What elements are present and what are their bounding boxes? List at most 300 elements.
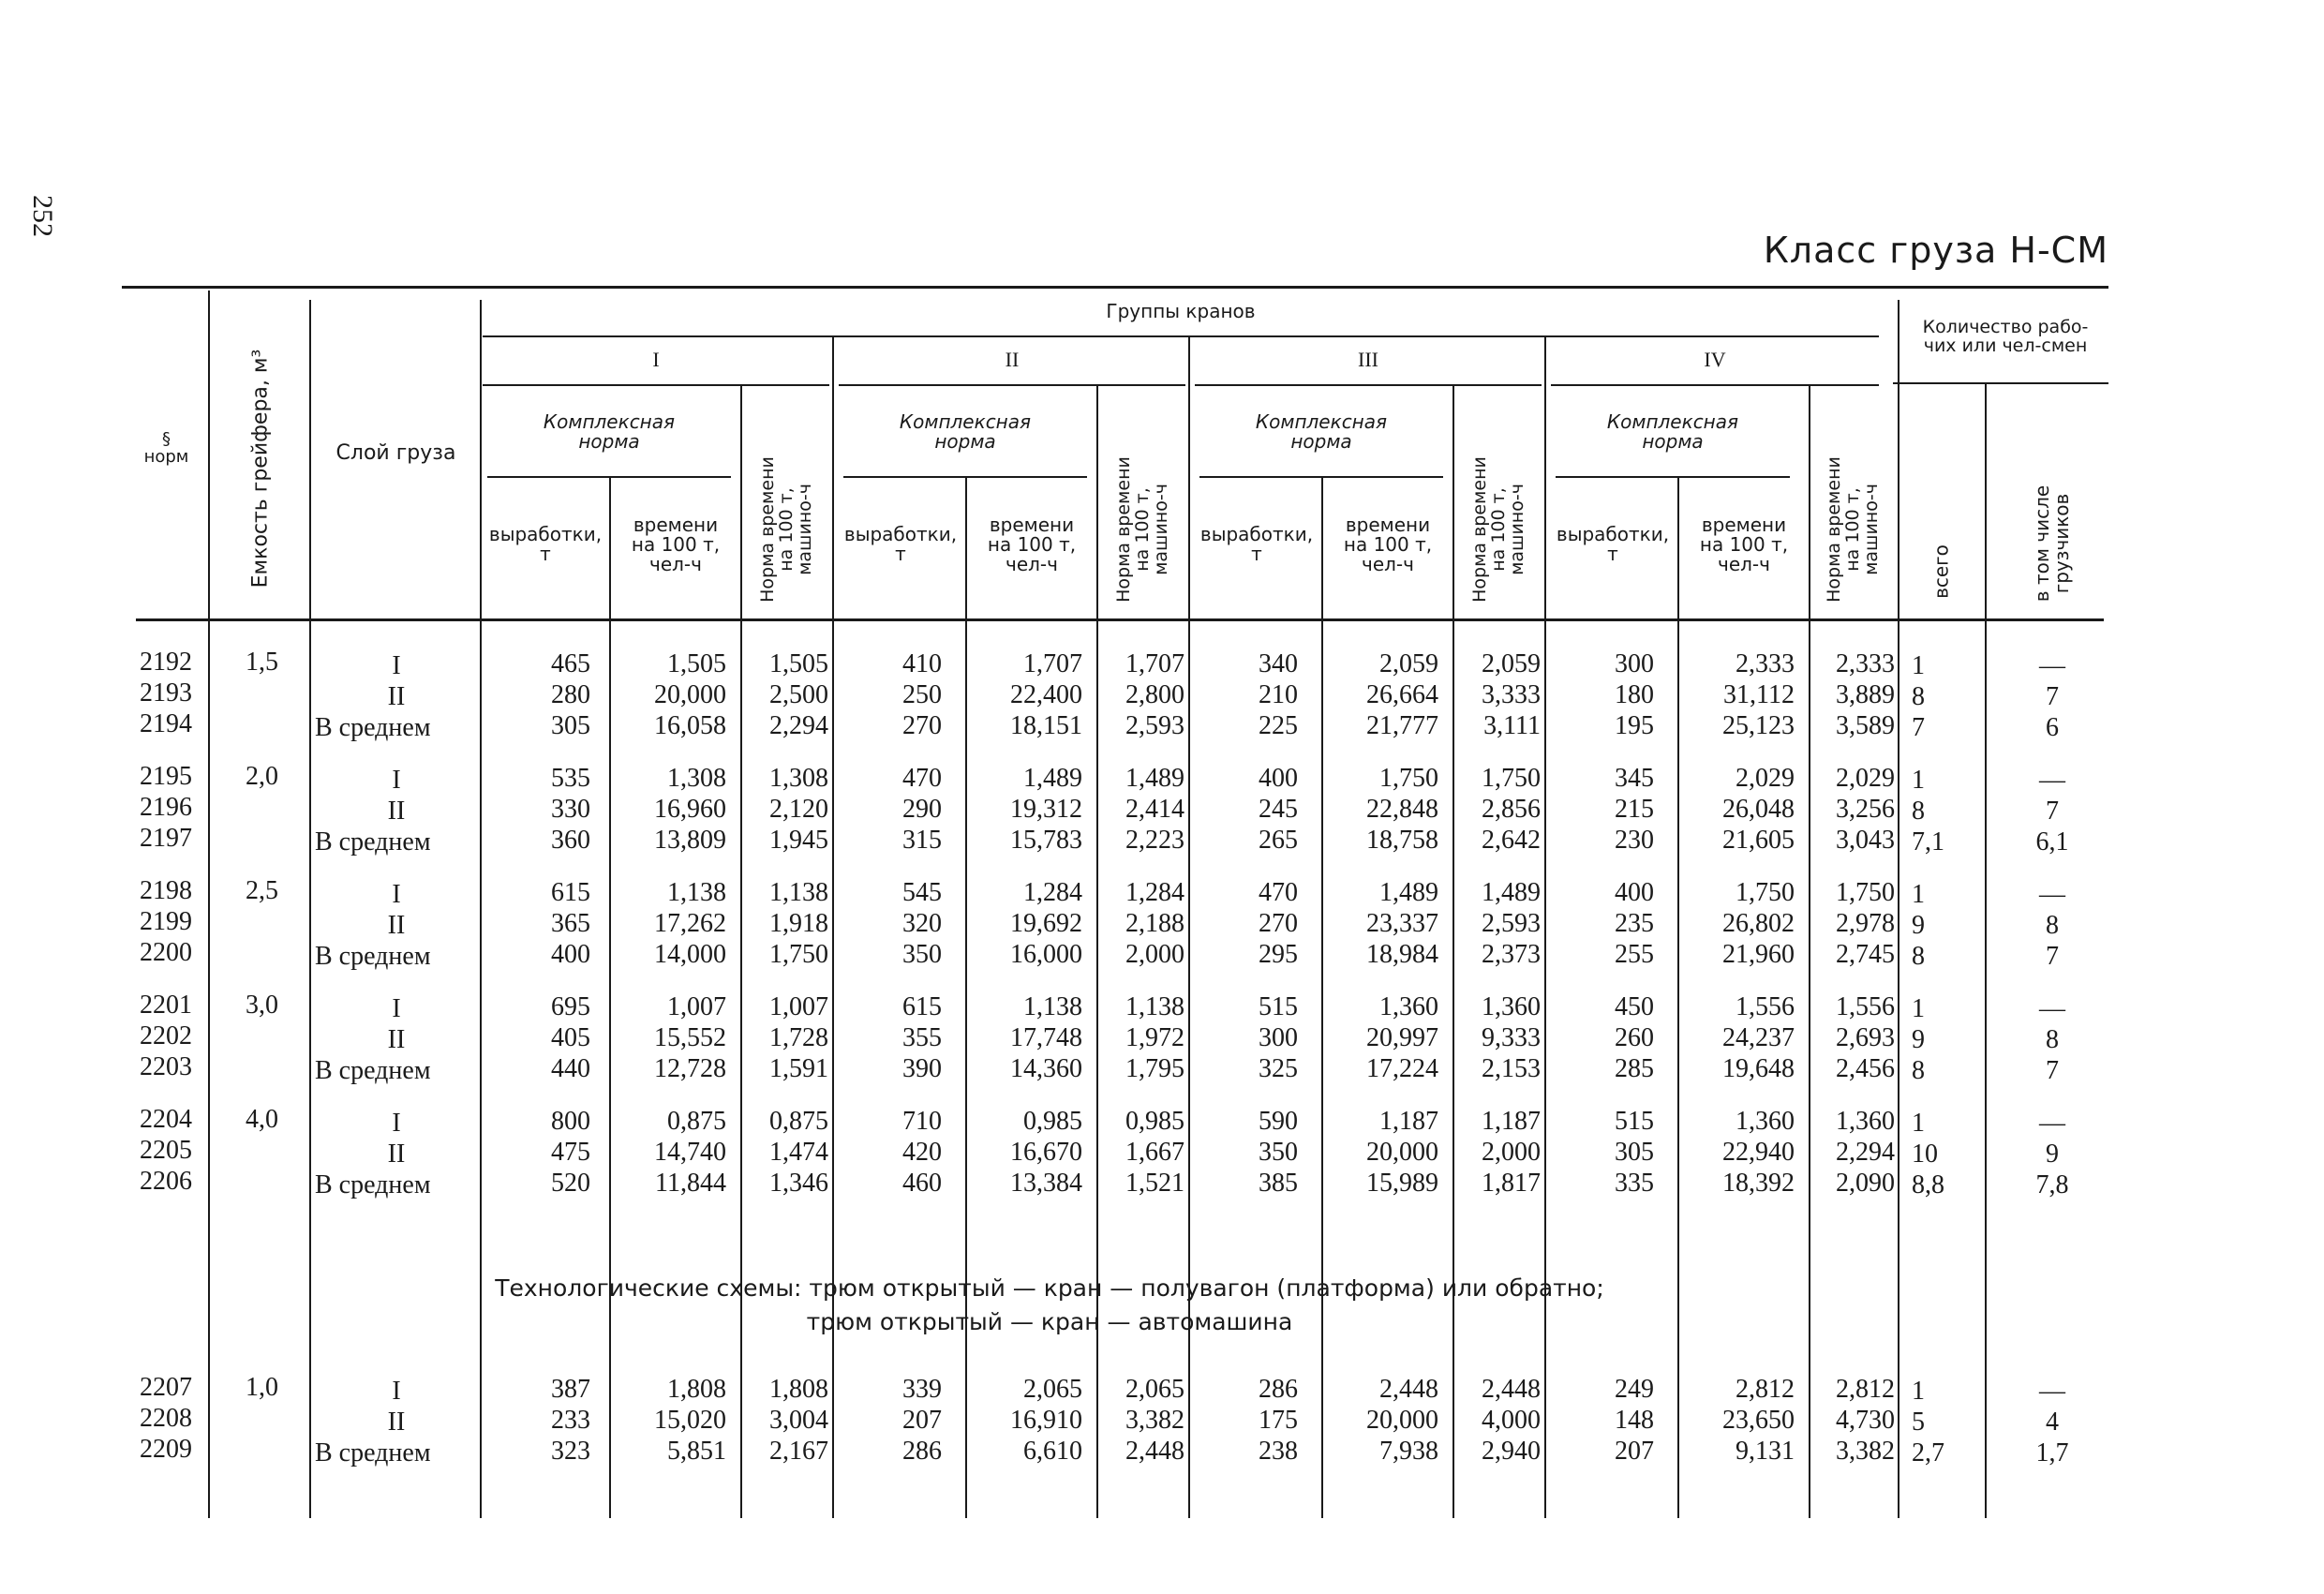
norm-value: 3,382 [1836,1437,1895,1466]
norm-value: 385 [1259,1169,1298,1198]
norm-value: 2,500 [769,680,828,709]
norm-value: 2,448 [1482,1375,1541,1404]
norm-value: 215 [1615,795,1654,824]
norm-value: 1,187 [1482,1107,1541,1136]
group-rule-4 [1551,384,1879,386]
norm-value: 2,065 [1023,1375,1082,1404]
norm-value: 1,308 [667,764,726,793]
group-4-header: IV [1704,348,1726,371]
workers-loaders: 4 [2046,1408,2059,1437]
norm-value: 210 [1259,680,1298,709]
cargo-layer: I [392,1109,401,1138]
group-1-header: I [652,348,660,371]
norm-value: 335 [1615,1169,1654,1198]
norm-value: 2,029 [1736,764,1795,793]
norm-value: 2,812 [1736,1375,1795,1404]
norm-value: 339 [902,1375,942,1404]
norm-value: 16,910 [1010,1406,1082,1435]
grab-capacity: 2,0 [246,762,278,791]
output-header-3: выработки, т [1199,523,1314,565]
norm-value: 465 [551,649,590,678]
norm-value: 400 [551,940,590,969]
workers-loaders: 1,7 [2035,1438,2069,1467]
norm-value: 2,642 [1482,826,1541,855]
norm-value: 440 [551,1054,590,1083]
norm-value: 2,745 [1836,940,1895,969]
norm-value: 286 [902,1437,942,1466]
cargo-layer: II [387,682,406,711]
norm-value: 233 [551,1406,590,1435]
norm-value: 290 [902,795,942,824]
vrule-4c [1898,300,1899,1518]
workers-total: 8 [1912,942,1925,971]
norm-value: 17,224 [1366,1054,1438,1083]
norm-value: 238 [1259,1437,1298,1466]
norm-value: 4,000 [1482,1406,1541,1435]
norm-number: 2192 [140,648,192,677]
workers-total: 8 [1912,1056,1925,1085]
norm-value: 1,474 [769,1138,828,1167]
cargo-layer: В среднем [315,942,431,971]
norm-value: 520 [551,1169,590,1198]
norm-value: 1,918 [769,909,828,938]
workers-total: 1 [1912,1377,1925,1406]
norm-value: 405 [551,1023,590,1052]
norm-value: 195 [1615,711,1654,740]
norm-value: 20,000 [1366,1138,1438,1167]
norm-value: 1,360 [1379,992,1438,1021]
norm-value: 325 [1259,1054,1298,1083]
vrule-layer [480,300,482,1518]
norm-value: 2,414 [1125,795,1184,824]
norm-value: 21,960 [1722,940,1795,969]
workers-loaders: — [2039,1109,2065,1138]
time-header-4: времени на 100 т, чел-ч [1699,514,1789,575]
norm-value: 2,294 [769,711,828,740]
norm-value: 1,808 [769,1375,828,1404]
norm-value: 2,856 [1482,795,1541,824]
norm-value: 1,750 [769,940,828,969]
norm-value: 1,556 [1836,992,1895,1021]
workers-total: 1 [1912,766,1925,795]
norm-number: 2207 [140,1373,192,1402]
grab-capacity: 1,5 [246,648,278,677]
time-header-3: времени на 100 т, чел-ч [1343,514,1433,575]
workers-rule [1893,382,2108,384]
capacity-header: Емкость грейфера, м³ [248,349,273,588]
norm-value: 1,750 [1736,878,1795,907]
norm-value: 14,360 [1010,1054,1082,1083]
norm-value: 1,007 [667,992,726,1021]
norm-value: 2,090 [1836,1169,1895,1198]
norm-value: 207 [902,1406,942,1435]
norm-value: 207 [1615,1437,1654,1466]
complex-header-4: Комплексная норма [1606,410,1739,453]
norm-value: 535 [551,764,590,793]
workers-loaders: 7 [2046,942,2059,971]
norm-value: 2,448 [1379,1375,1438,1404]
workers-total: 1 [1912,994,1925,1023]
norm-value: 0,875 [769,1107,828,1136]
norm-value: 1,489 [1482,878,1541,907]
workers-total: 1 [1912,1109,1925,1138]
workers-loaders: 6 [2046,713,2059,742]
norm-value: 285 [1615,1054,1654,1083]
cargo-layer: II [387,797,406,826]
norm-value: 410 [902,649,942,678]
norm-value: 249 [1615,1375,1654,1404]
norm-value: 3,256 [1836,795,1895,824]
norm-value: 2,940 [1482,1437,1541,1466]
norm-value: 695 [551,992,590,1021]
workers-loaders: 7,8 [2035,1170,2069,1199]
norm-value: 360 [551,826,590,855]
loaders-header: в том числе грузчиков [2031,484,2073,603]
norm-value: 16,000 [1010,940,1082,969]
cargo-layer: I [392,651,401,680]
norm-value: 22,940 [1722,1138,1795,1167]
group-rule-1 [483,384,829,386]
cargo-layer: II [387,911,406,940]
norm-value: 23,650 [1722,1406,1795,1435]
norm-value: 1,187 [1379,1107,1438,1136]
norm-value: 460 [902,1169,942,1198]
norm-number: 2193 [140,678,192,708]
complex-rule-4 [1556,476,1790,478]
norm-value: 305 [551,711,590,740]
norm-header: § норм [143,429,189,467]
workers-loaders: 7 [2046,1056,2059,1085]
tech-schemes-caption-2: трюм открытый — кран — автомашина [806,1308,1293,1335]
norm-value: 1,750 [1482,764,1541,793]
cargo-layer: II [387,1408,406,1437]
norm-value: 800 [551,1107,590,1136]
norm-value: 265 [1259,826,1298,855]
norm-value: 22,848 [1366,795,1438,824]
complex-header-1: Комплексная норма [543,410,676,453]
machine-header-2: Норма времени на 100 т, машино-ч [1113,456,1171,603]
norm-value: 19,692 [1010,909,1082,938]
norm-value: 2,059 [1482,649,1541,678]
norm-value: 710 [902,1107,942,1136]
vrule-3a [1321,478,1323,1518]
norm-value: 1,284 [1023,878,1082,907]
norm-value: 470 [1259,878,1298,907]
machine-header-1: Норма времени на 100 т, машино-ч [757,456,815,603]
norm-value: 1,346 [769,1169,828,1198]
norm-value: 2,448 [1125,1437,1184,1466]
norm-number: 2194 [140,709,192,738]
norm-number: 2202 [140,1021,192,1050]
norm-value: 590 [1259,1107,1298,1136]
workers-loaders: 9 [2046,1140,2059,1169]
norm-number: 2195 [140,762,192,791]
norm-value: 1,308 [769,764,828,793]
norm-value: 330 [551,795,590,824]
tech-schemes-caption-1: Технологические схемы: трюм открытый — кран — полувагон (платформа) или обратно; [495,1274,1604,1302]
workers-total: 8 [1912,797,1925,826]
vrule-total [1985,384,1987,1518]
cargo-layer: В среднем [315,1056,431,1085]
norm-value: 1,591 [769,1054,828,1083]
group-rule-3 [1195,384,1542,386]
norm-value: 1,360 [1836,1107,1895,1136]
norm-value: 0,875 [667,1107,726,1136]
workers-loaders: 6,1 [2035,827,2069,857]
norm-value: 400 [1615,878,1654,907]
norm-value: 2,294 [1836,1138,1895,1167]
norm-value: 16,058 [654,711,726,740]
norm-value: 25,123 [1722,711,1795,740]
norm-value: 17,262 [654,909,726,938]
norm-value: 230 [1615,826,1654,855]
workers-total: 10 [1912,1140,1938,1169]
norm-value: 295 [1259,940,1298,969]
vrule-capacity [309,300,311,1518]
norm-value: 9,333 [1482,1023,1541,1052]
cargo-layer: В среднем [315,1438,431,1467]
norm-value: 2,167 [769,1437,828,1466]
machine-header-4: Норма времени на 100 т, машино-ч [1824,456,1882,603]
norm-value: 2,000 [1125,940,1184,969]
norm-value: 3,111 [1483,711,1541,740]
workers-loaders: — [2039,1377,2065,1406]
norm-value: 18,151 [1010,711,1082,740]
vrule-2c [1188,337,1190,1518]
norm-value: 250 [902,680,942,709]
complex-header-3: Комплексная норма [1255,410,1388,453]
workers-total: 1 [1912,880,1925,909]
norm-value: 16,670 [1010,1138,1082,1167]
norm-number: 2204 [140,1105,192,1134]
norm-value: 1,138 [1023,992,1082,1021]
norm-value: 1,945 [769,826,828,855]
norm-value: 1,007 [769,992,828,1021]
norm-value: 23,337 [1366,909,1438,938]
norm-value: 3,889 [1836,680,1895,709]
norm-value: 2,800 [1125,680,1184,709]
norm-value: 1,138 [769,878,828,907]
norm-value: 0,985 [1023,1107,1082,1136]
norm-value: 345 [1615,764,1654,793]
total-header: всего [1929,544,1953,599]
norm-number: 2198 [140,876,192,905]
norm-value: 11,844 [655,1169,726,1198]
norm-value: 20,000 [1366,1406,1438,1435]
workers-total: 9 [1912,911,1925,940]
norm-value: 2,978 [1836,909,1895,938]
norm-number: 2196 [140,793,192,822]
cargo-layer: I [392,880,401,909]
norm-value: 7,938 [1379,1437,1438,1466]
norm-value: 2,120 [769,795,828,824]
workers-loaders: — [2039,766,2065,795]
norm-value: 2,029 [1836,764,1895,793]
norm-value: 19,648 [1722,1054,1795,1083]
norm-value: 15,783 [1010,826,1082,855]
norm-value: 3,043 [1836,826,1895,855]
workers-total: 2,7 [1912,1438,1944,1467]
norm-value: 470 [902,764,942,793]
norm-value: 390 [902,1054,942,1083]
group-rule-2 [839,384,1185,386]
norm-value: 2,188 [1125,909,1184,938]
norm-value: 17,748 [1010,1023,1082,1052]
norm-value: 2,373 [1482,940,1541,969]
norm-value: 355 [902,1023,942,1052]
norm-value: 615 [902,992,942,1021]
workers-total: 8,8 [1912,1170,1944,1199]
norm-value: 300 [1259,1023,1298,1052]
vrule-1a [609,478,611,1518]
machine-header-3: Норма времени на 100 т, машино-ч [1469,456,1527,603]
norm-number: 2199 [140,907,192,936]
norm-value: 615 [551,878,590,907]
norm-value: 245 [1259,795,1298,824]
norm-number: 2200 [140,938,192,967]
vrule-1c [832,337,834,1518]
time-header-1: времени на 100 т, чел-ч [631,514,721,575]
output-header-2: выработки, т [843,523,958,565]
norm-value: 3,589 [1836,711,1895,740]
workers-total: 7 [1912,713,1925,742]
workers-loaders: 8 [2046,1025,2059,1054]
norm-value: 1,489 [1023,764,1082,793]
cargo-layer: II [387,1025,406,1054]
norm-value: 148 [1615,1406,1654,1435]
vrule-3c [1544,337,1546,1518]
grab-capacity: 1,0 [246,1373,278,1402]
norm-value: 180 [1615,680,1654,709]
layer-header: Слой груза [335,441,456,465]
norm-value: 1,505 [667,649,726,678]
norm-value: 2,059 [1379,649,1438,678]
norm-value: 280 [551,680,590,709]
norm-value: 400 [1259,764,1298,793]
norm-value: 175 [1259,1406,1298,1435]
norm-value: 2,456 [1836,1054,1895,1083]
norm-value: 15,989 [1366,1169,1438,1198]
page-number: 252 [27,195,58,237]
norm-value: 1,728 [769,1023,828,1052]
norm-value: 1,360 [1482,992,1541,1021]
norm-value: 26,802 [1722,909,1795,938]
norm-value: 15,020 [654,1406,726,1435]
workers-loaders: 8 [2046,911,2059,940]
cargo-layer: В среднем [315,827,431,857]
norm-value: 14,740 [654,1138,726,1167]
norm-value: 2,593 [1482,909,1541,938]
workers-total: 7,1 [1912,827,1944,857]
norm-value: 15,552 [654,1023,726,1052]
norm-value: 270 [902,711,942,740]
top-rule [122,286,2108,289]
norm-value: 1,808 [667,1375,726,1404]
norm-value: 3,333 [1482,680,1541,709]
norm-value: 26,048 [1722,795,1795,824]
norm-value: 9,131 [1736,1437,1795,1466]
norm-value: 20,000 [654,680,726,709]
norm-value: 1,707 [1023,649,1082,678]
norm-value: 21,777 [1366,711,1438,740]
norm-value: 545 [902,878,942,907]
workers-header: Количество рабо- чих или чел-смен [1922,317,2089,356]
norm-value: 2,223 [1125,826,1184,855]
norm-value: 323 [551,1437,590,1466]
workers-total: 9 [1912,1025,1925,1054]
cargo-layer: I [392,994,401,1023]
crane-groups-header: Группы кранов [1106,300,1256,322]
norm-value: 420 [902,1138,942,1167]
workers-loaders: 7 [2046,797,2059,826]
norm-value: 300 [1615,649,1654,678]
norm-value: 340 [1259,649,1298,678]
workers-loaders: 7 [2046,682,2059,711]
output-header-4: выработки, т [1556,523,1670,565]
norm-value: 21,605 [1722,826,1795,855]
norm-value: 475 [551,1138,590,1167]
norm-value: 13,384 [1010,1169,1082,1198]
workers-total: 5 [1912,1408,1925,1437]
norm-value: 1,795 [1125,1054,1184,1083]
cargo-layer: II [387,1140,406,1169]
norm-value: 350 [1259,1138,1298,1167]
output-header-1: выработки, т [488,523,603,565]
norm-value: 1,972 [1125,1023,1184,1052]
norm-value: 365 [551,909,590,938]
norm-number: 2203 [140,1052,192,1081]
norm-value: 12,728 [654,1054,726,1083]
norm-value: 5,851 [667,1437,726,1466]
norm-value: 1,138 [667,878,726,907]
norm-value: 286 [1259,1375,1298,1404]
norm-value: 26,664 [1366,680,1438,709]
norm-value: 255 [1615,940,1654,969]
cargo-layer: I [392,1377,401,1406]
time-header-2: времени на 100 т, чел-ч [987,514,1077,575]
workers-loaders: — [2039,880,2065,909]
norm-value: 2,812 [1836,1375,1895,1404]
norm-number: 2206 [140,1167,192,1196]
norm-value: 31,112 [1723,680,1795,709]
crane-groups-rule [483,335,1879,337]
norm-value: 4,730 [1836,1406,1895,1435]
norm-number: 2197 [140,824,192,853]
workers-total: 8 [1912,682,1925,711]
norm-value: 320 [902,909,942,938]
norm-value: 2,693 [1836,1023,1895,1052]
norm-value: 18,984 [1366,940,1438,969]
norm-value: 1,750 [1836,878,1895,907]
norm-value: 2,333 [1736,649,1795,678]
norm-value: 1,505 [769,649,828,678]
cargo-layer: В среднем [315,1170,431,1199]
norm-value: 22,400 [1010,680,1082,709]
norm-value: 1,667 [1125,1138,1184,1167]
grab-capacity: 2,5 [246,876,278,905]
norm-value: 3,004 [769,1406,828,1435]
norm-value: 2,153 [1482,1054,1541,1083]
norm-value: 16,960 [654,795,726,824]
norm-number: 2209 [140,1435,192,1464]
cargo-layer: В среднем [315,713,431,742]
page-title: Класс груза Н-СМ [1763,230,2108,271]
norm-value: 1,817 [1482,1169,1541,1198]
workers-total: 1 [1912,651,1925,680]
norm-value: 6,610 [1023,1437,1082,1466]
norm-value: 315 [902,826,942,855]
norm-value: 13,809 [654,826,726,855]
